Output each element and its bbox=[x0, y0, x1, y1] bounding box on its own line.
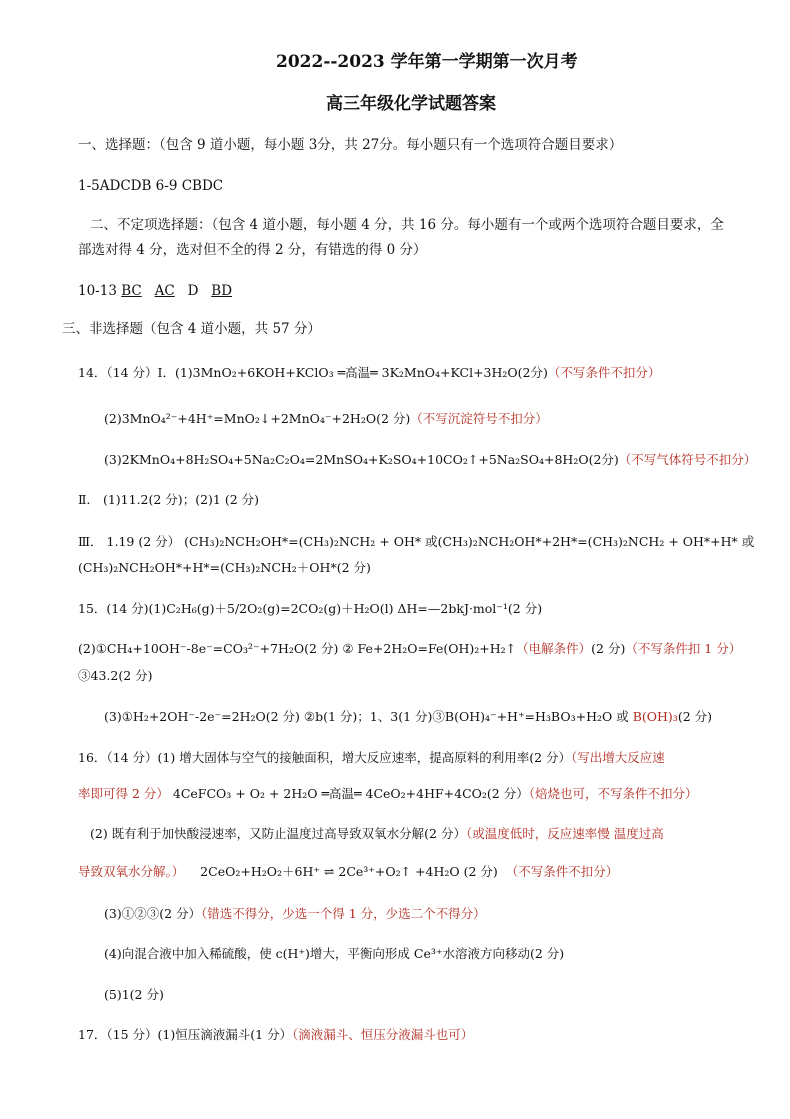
q14-line1 bbox=[78, 364, 660, 382]
section2-heading-line2: 部选对得 4 分，选对但不全的得 2 分，有错选的得 0 分） bbox=[78, 242, 427, 258]
q16-line2-text: 4CeFCO₃ + O₂ + 2H₂O ═高温═ 4CeO₂+4HF+4CO₂(2 分） bbox=[168, 786, 529, 801]
q17-line1 bbox=[78, 1026, 473, 1044]
q14-line4: Ⅱ． (1)11.2(2 分)；(2)1 (2 分) bbox=[78, 492, 259, 507]
q15-line2-note2: （不写条件扣 1 分） bbox=[625, 641, 742, 656]
q16-line3-text: (2) 既有利于加快酸浸速率，又防止温度过高导致双氧水分解(2 分） bbox=[90, 826, 466, 841]
q16-line1-text: 16．（14 分）(1) 增大固体与空气的接触面积，增大反应速率，提高原料的利用率(2 分） bbox=[78, 750, 572, 765]
q17-line1-text: 17．（15 分）(1)恒压滴液漏斗(1 分） bbox=[78, 1027, 293, 1042]
q15-line2 bbox=[78, 640, 741, 658]
q16-line5-note: （错选不得分，少选一个得 1 分，少选二个不得分） bbox=[201, 906, 486, 921]
q16-line7: (5)1(2 分) bbox=[104, 987, 164, 1002]
q15-line3: ③43.2(2 分) bbox=[78, 668, 153, 683]
q14-line1-note: （不写条件不扣分） bbox=[547, 365, 661, 380]
q16-line2 bbox=[78, 785, 698, 803]
q14-line2 bbox=[104, 410, 548, 428]
q16-line1 bbox=[78, 749, 665, 767]
section2-range: 10-13 bbox=[78, 283, 117, 299]
q16-line5 bbox=[104, 905, 486, 923]
q14-line5: Ⅲ． 1.19 (2 分） (CH₃)₂NCH₂OH*=(CH₃)₂NCH₂ + OH* 或(CH₃)₂NCH₂OH*+2H*=(CH₃)₂NCH₂ + OH*+H* 或 bbox=[78, 534, 755, 549]
q14-line3 bbox=[104, 451, 756, 469]
q14-line6: (CH₃)₂NCH₂OH*+H*=(CH₃)₂NCH₂＋OH*(2 分) bbox=[78, 560, 371, 575]
section2-heading-line1: 二、不定项选择题：（包含 4 道小题，每小题 4 分，共 16 分。每小题有一个或两个选项符合题目要求，全 bbox=[90, 217, 724, 233]
q15-line4 bbox=[104, 708, 712, 726]
q15-line2-note1: （电解条件） bbox=[516, 641, 592, 656]
q14-line2-text: (2)3MnO₄²⁻+4H⁺=MnO₂↓+2MnO₄⁻+2H₂O(2 分) bbox=[104, 411, 411, 426]
q16-line2-note2: （焙烧也可，不写条件不扣分） bbox=[528, 786, 698, 801]
q14-line3-text: (3)2KMnO₄+8H₂SO₄+5Na₂C₂O₄=2MnSO₄+K₂SO₄+10CO₂↑+5Na₂SO₄+8H₂O(2分) bbox=[104, 452, 619, 467]
q16-line6: (4)向混合液中加入稀硫酸，使 c(H⁺)增大，平衡向形成 Ce³⁺水溶液方向移动(2 分) bbox=[104, 946, 565, 961]
q15-line2-score: (2 分) bbox=[591, 641, 626, 656]
section3-heading: 三、非选择题（包含 4 道小题，共 57 分） bbox=[62, 321, 321, 337]
q16-line5-text: (3)①②③(2 分） bbox=[104, 906, 202, 921]
q16-line3 bbox=[90, 825, 664, 843]
q15-line4-note: B(OH)₃ bbox=[632, 709, 678, 724]
q16-line3-note: （或温度低时，反应速率慢 温度过高 bbox=[465, 826, 664, 841]
q16-line2-note: 率即可得 2 分） bbox=[78, 786, 169, 801]
q16-line1-note: （写出增大反应速 bbox=[571, 750, 665, 765]
q15-line4-text: (3)①H₂+2OH⁻-2e⁻=2H₂O(2 分) ②b(1 分)；1、3(1 分)③B(OH)₄⁻+H⁺=H₃BO₃+H₂O 或 bbox=[104, 709, 633, 724]
q17-line1-note: （滴液漏斗、恒压分液漏斗也可） bbox=[292, 1027, 474, 1042]
q15-line1: 15．(14 分)(1)C₂H₆(g)＋5/2O₂(g)=2CO₂(g)＋H₂O(l) ΔH=—2bkJ·mol⁻¹(2 分) bbox=[78, 601, 543, 616]
q15-line2-text: (2)①CH₄+10OH⁻-8e⁻=CO₃²⁻+7H₂O(2 分) ② Fe+2H₂O=Fe(OH)₂+H₂↑ bbox=[78, 641, 517, 656]
q14-line2-note: （不写沉淀符号不扣分） bbox=[410, 411, 548, 426]
answer-11: AC bbox=[154, 283, 175, 299]
answer-12: D bbox=[187, 283, 199, 299]
q16-line4-note: 导致双氧水分解。） bbox=[78, 864, 185, 879]
q16-line4-text: 2CeO₂+H₂O₂＋6H⁺ ⇌ 2Ce³⁺+O₂↑ +4H₂O (2 分) bbox=[200, 864, 498, 879]
q15-line4-score: (2 分) bbox=[677, 709, 712, 724]
answer-10: BC bbox=[121, 283, 142, 299]
page-title: 2022--2023 学年第一学期第一次月考 bbox=[276, 52, 578, 72]
answer-13: BD bbox=[211, 283, 233, 299]
q14-line3-note: （不写气体符号不扣分） bbox=[618, 452, 757, 467]
q16-line4-note2: （不写条件不扣分） bbox=[505, 864, 619, 879]
q16-line4 bbox=[78, 863, 618, 881]
page-subtitle: 高三年级化学试题答案 bbox=[326, 94, 496, 114]
section1-heading: 一、选择题：（包含 9 道小题，每小题 3分，共 27分。每小题只有一个选项符合题目要求） bbox=[78, 137, 623, 153]
section2-answers bbox=[78, 282, 232, 300]
q14-line1-text: 14．（14 分）Ⅰ．(1)3MnO₂+6KOH+KClO₃ ═高温═ 3K₂MnO₄+KCl+3H₂O(2分) bbox=[78, 365, 548, 380]
section1-answers: 1-5ADCDB 6-9 CBDC bbox=[78, 178, 224, 194]
